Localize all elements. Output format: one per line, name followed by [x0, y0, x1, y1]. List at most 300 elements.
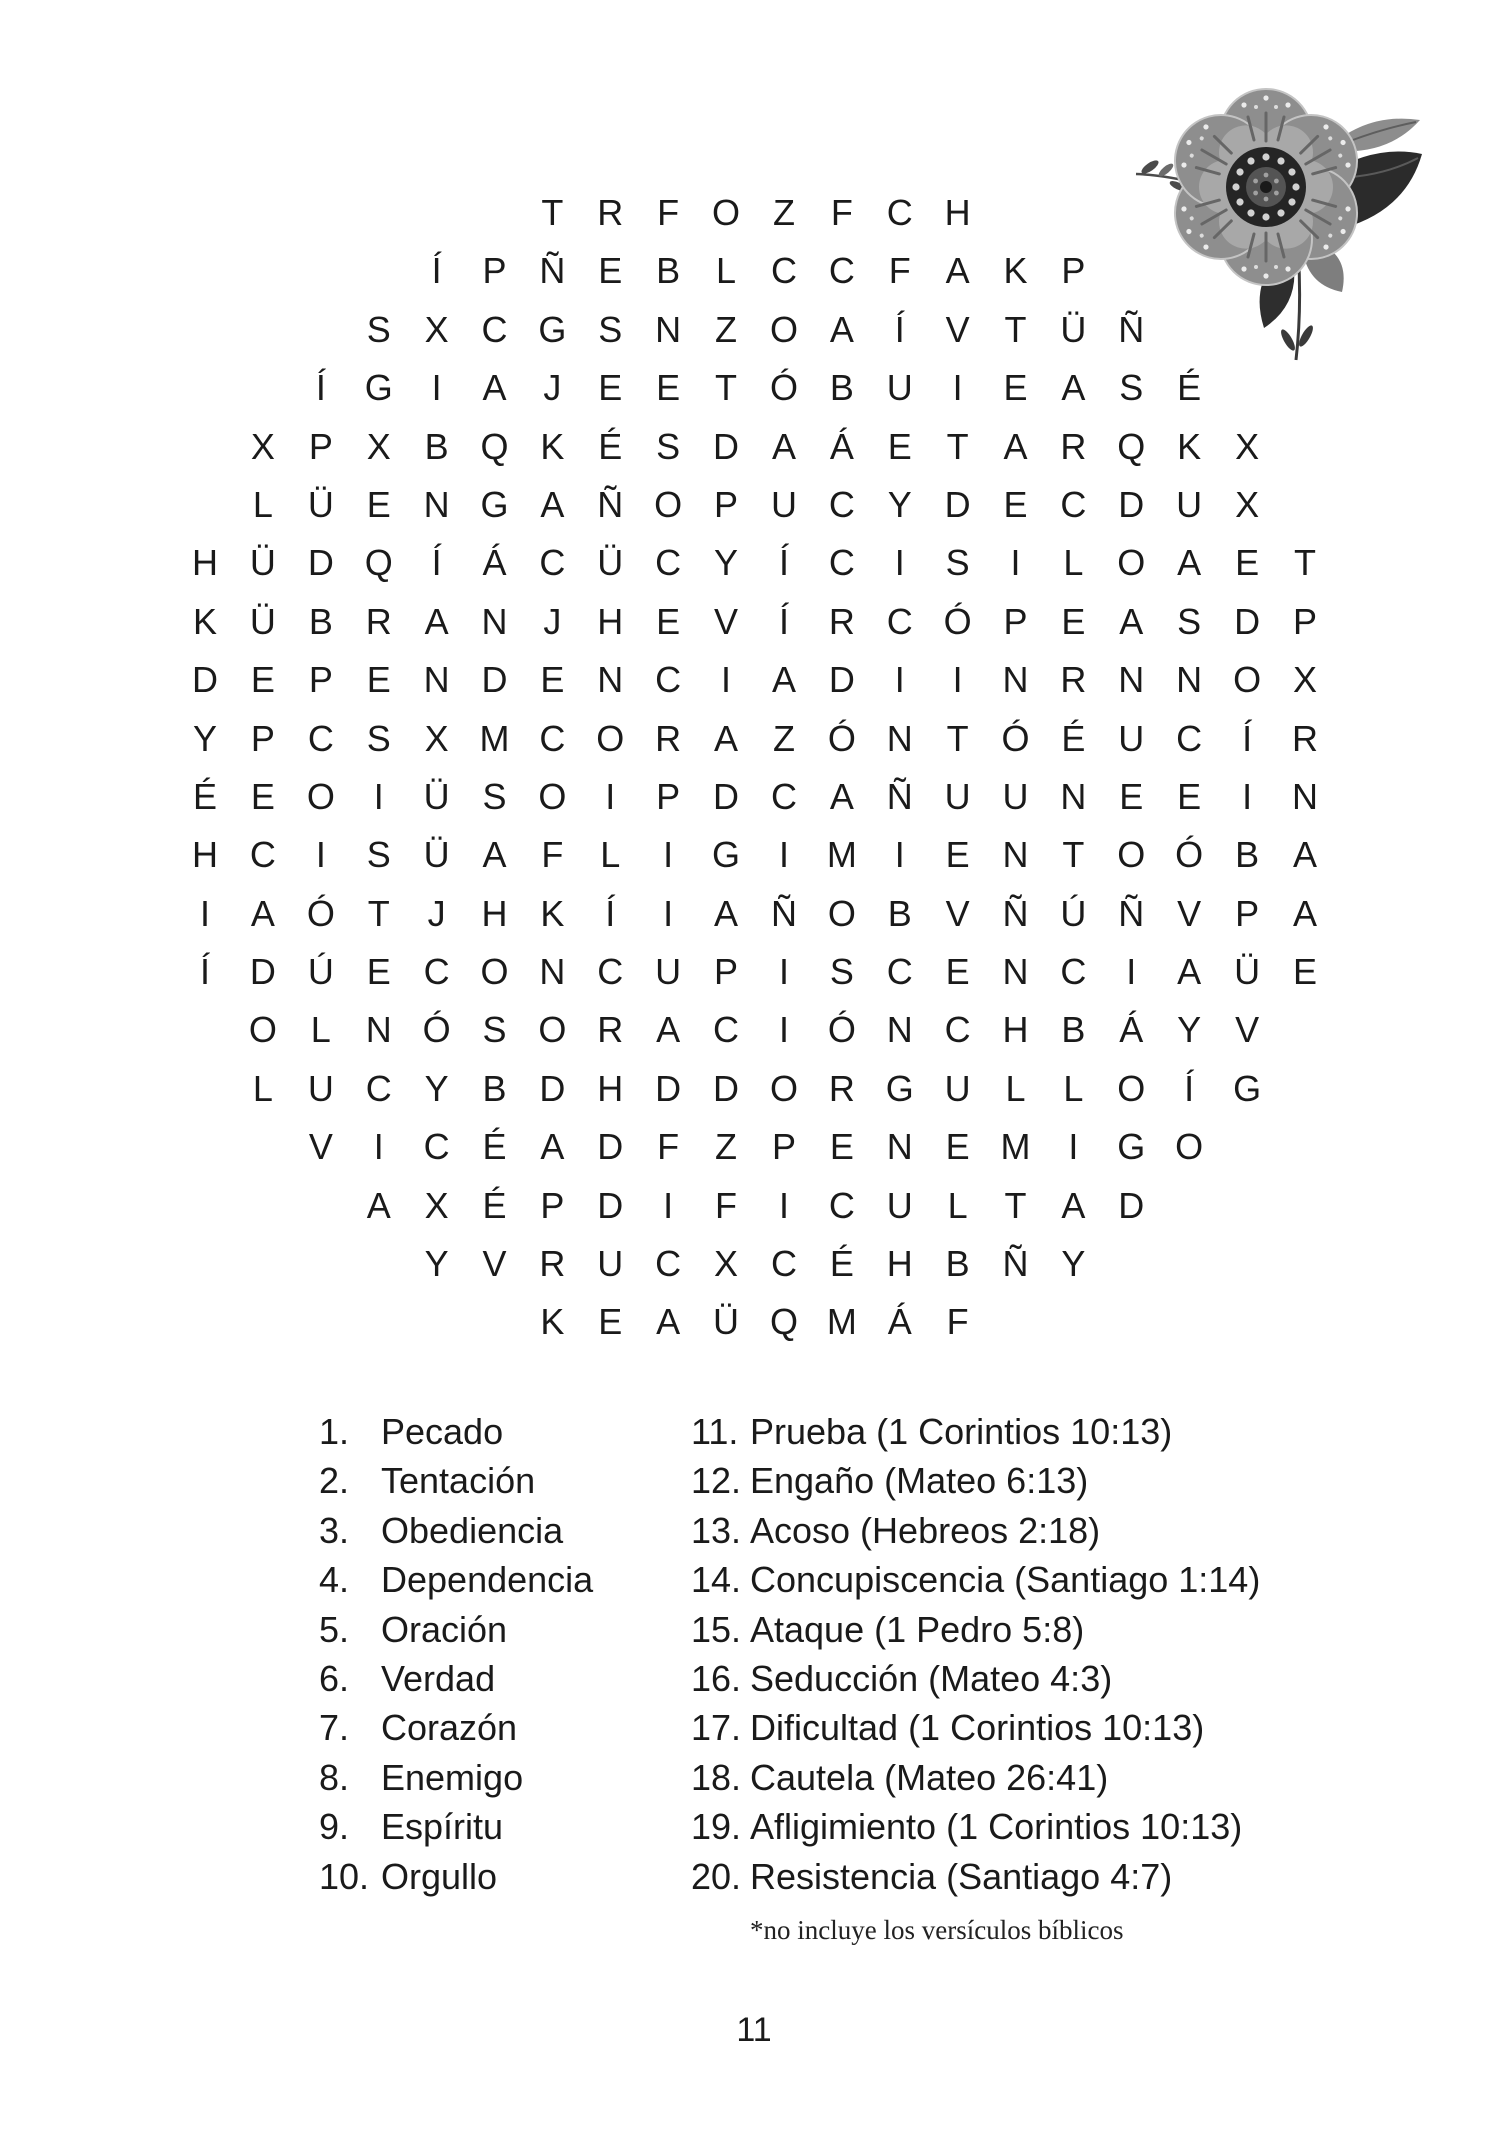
word-number: 15. [691, 1608, 742, 1650]
grid-letter: O [1233, 659, 1262, 701]
word-list-item [319, 1802, 593, 1851]
grid-letter: Ó [943, 600, 972, 642]
word-list-item [319, 1753, 593, 1802]
grid-letter: Ñ [1002, 892, 1029, 934]
word-number: 3. [319, 1509, 350, 1551]
grid-letter: A [1061, 1184, 1086, 1226]
grid-letter: X [1292, 659, 1317, 701]
grid-letter: C [423, 951, 450, 993]
grid-letter: E [887, 425, 912, 467]
grid-letter: Ó [422, 1009, 451, 1051]
grid-letter: Ó [1175, 834, 1204, 876]
grid-letter: U [655, 951, 682, 993]
grid-letter: E [1292, 951, 1317, 993]
grid-letter: S [1119, 367, 1144, 409]
grid-letter: H [481, 892, 508, 934]
grid-letter: C [828, 483, 855, 525]
word-number: 12. [691, 1460, 742, 1502]
grid-letter: S [1177, 600, 1202, 642]
grid-letter: D [307, 542, 334, 584]
grid-letter: O [538, 775, 567, 817]
grid-row [176, 184, 1334, 242]
grid-letter: Á [887, 1301, 912, 1343]
word-number: 6. [319, 1657, 350, 1699]
grid-letter: É [482, 1126, 507, 1168]
grid-letter: U [770, 483, 797, 525]
grid-row [176, 768, 1334, 826]
grid-letter: J [543, 600, 562, 642]
grid-letter: E [598, 1301, 623, 1343]
grid-letter: D [1234, 600, 1261, 642]
grid-letter: Ñ [1118, 308, 1145, 350]
grid-letter: B [656, 250, 681, 292]
grid-letter: M [1000, 1126, 1031, 1168]
grid-letter: A [829, 775, 854, 817]
grid-letter: D [192, 659, 219, 701]
grid-row [176, 1293, 1334, 1351]
grid-letter: E [366, 951, 391, 993]
grid-letter: P [771, 1126, 796, 1168]
grid-letter: I [605, 775, 616, 817]
grid-letter: T [541, 192, 564, 233]
grid-letter: D [1118, 1184, 1145, 1226]
grid-letter: S [366, 717, 391, 759]
grid-letter: B [1235, 834, 1260, 876]
grid-letter: Ü [713, 1301, 740, 1343]
grid-row [176, 1001, 1334, 1059]
word-number: 13. [691, 1509, 742, 1551]
grid-letter: K [1177, 425, 1202, 467]
grid-letter: T [1062, 834, 1085, 876]
word-label: Afligimiento (1 Corintios 10:13) [750, 1806, 1243, 1848]
word-label: Concupiscencia (Santiago 1:14) [750, 1559, 1261, 1601]
grid-letter: Y [1177, 1009, 1202, 1051]
grid-letter: U [944, 1067, 971, 1109]
grid-letter: U [944, 775, 971, 817]
grid-letter: P [1292, 600, 1317, 642]
grid-letter: U [1176, 483, 1203, 525]
grid-letter: P [308, 659, 333, 701]
grid-letter: H [1002, 1009, 1029, 1051]
grid-letter: Y [714, 542, 739, 584]
grid-letter: X [424, 1184, 449, 1226]
grid-letter: Ó [306, 892, 335, 934]
grid-letter: V [945, 308, 970, 350]
grid-letter: L [600, 834, 621, 876]
grid-letter: S [482, 1009, 507, 1051]
grid-letter: Ñ [597, 483, 624, 525]
grid-letter: T [715, 367, 738, 409]
grid-letter: K [540, 892, 565, 934]
grid-letter: L [1063, 1067, 1084, 1109]
word-list-item [691, 1407, 1260, 1456]
grid-letter: Í [431, 542, 442, 584]
grid-letter: O [596, 717, 625, 759]
grid-letter: L [252, 483, 273, 525]
grid-letter: D [539, 1067, 566, 1109]
grid-letter: A [714, 717, 739, 759]
grid-letter: I [894, 542, 905, 584]
grid-letter: D [713, 1067, 740, 1109]
grid-letter: C [1060, 483, 1087, 525]
grid-letter: Í [200, 951, 211, 993]
grid-letter: C [1060, 951, 1087, 993]
grid-letter: Ó [827, 1009, 856, 1051]
grid-letter: F [830, 192, 853, 233]
grid-letter: O [480, 951, 509, 993]
grid-letter: T [367, 892, 390, 934]
word-list-item [691, 1605, 1260, 1654]
grid-letter: E [366, 483, 391, 525]
grid-letter: A [540, 1126, 565, 1168]
grid-letter: X [250, 425, 275, 467]
word-label: Dificultad (1 Corintios 10:13) [750, 1707, 1205, 1749]
word-list-item [319, 1654, 593, 1703]
grid-letter: E [829, 1126, 854, 1168]
grid-letter: Q [364, 542, 393, 584]
grid-letter: V [1235, 1009, 1260, 1051]
grid-letter: P [308, 425, 333, 467]
word-list-item [319, 1703, 593, 1752]
grid-letter: Ü [597, 542, 624, 584]
word-number: 10. [319, 1855, 370, 1897]
word-list-item [319, 1506, 593, 1555]
grid-letter: L [310, 1009, 331, 1051]
page-number: 11 [736, 2011, 772, 2049]
grid-letter: A [482, 834, 507, 876]
word-number: 5. [319, 1608, 350, 1650]
grid-letter: O [538, 1009, 567, 1051]
word-number: 16. [691, 1657, 742, 1699]
grid-letter: K [193, 600, 218, 642]
grid-letter: I [894, 834, 905, 876]
grid-row [176, 1060, 1334, 1118]
grid-letter: C [770, 775, 797, 817]
word-list-item [691, 1555, 1260, 1604]
grid-row [176, 1177, 1334, 1235]
grid-letter: Ó [1001, 717, 1030, 759]
grid-letter: N [597, 659, 624, 701]
grid-letter: I [952, 367, 963, 409]
word-label: Prueba (1 Corintios 10:13) [750, 1411, 1173, 1452]
grid-letter: I [778, 1009, 789, 1051]
grid-letter: A [829, 308, 854, 350]
grid-letter: Q [480, 425, 509, 467]
grid-letter: É [598, 425, 623, 467]
grid-letter: X [366, 425, 391, 467]
grid-letter: N [539, 951, 566, 993]
grid-letter: O [1117, 542, 1146, 584]
grid-letter: U [886, 367, 913, 409]
grid-letter: S [945, 542, 970, 584]
grid-letter: N [365, 1009, 392, 1051]
grid-letter: I [200, 892, 211, 934]
grid-letter: C [481, 308, 508, 350]
grid-letter: C [423, 1126, 450, 1168]
grid-letter: I [952, 659, 963, 701]
word-label: Verdad [381, 1657, 496, 1699]
grid-letter: K [540, 425, 565, 467]
grid-letter: R [828, 600, 855, 642]
grid-letter: U [886, 1184, 913, 1226]
grid-letter: O [769, 308, 798, 350]
grid-letter: Ü [1060, 308, 1087, 350]
grid-row [176, 301, 1334, 359]
grid-letter: Í [1184, 1067, 1195, 1109]
grid-letter: K [1003, 250, 1028, 292]
grid-letter: S [656, 425, 681, 467]
grid-letter: A [1177, 951, 1202, 993]
grid-letter: E [540, 659, 565, 701]
grid-letter: F [888, 250, 911, 292]
grid-letter: H [886, 1243, 913, 1285]
word-label: Orgullo [381, 1855, 498, 1897]
grid-letter: N [886, 717, 913, 759]
grid-letter: N [1118, 659, 1145, 701]
grid-letter: O [306, 775, 335, 817]
grid-letter: Í [778, 600, 789, 642]
grid-letter: Ü [249, 600, 276, 642]
word-label: Engaño (Mateo 6:13) [750, 1460, 1089, 1502]
grid-letter: B [829, 367, 854, 409]
grid-letter: R [539, 1243, 566, 1285]
grid-letter: É [482, 1184, 507, 1226]
grid-letter: P [656, 775, 681, 817]
grid-letter: G [885, 1067, 914, 1109]
grid-letter: C [539, 542, 566, 584]
grid-letter: I [721, 659, 732, 701]
word-number: 7. [319, 1707, 350, 1749]
grid-letter: L [1063, 542, 1084, 584]
grid-letter: A [656, 1301, 681, 1343]
grid-letter: H [597, 1067, 624, 1109]
grid-letter: Ó [827, 717, 856, 759]
grid-letter: P [1061, 250, 1086, 292]
grid-letter: C [944, 1009, 971, 1051]
grid-letter: O [248, 1009, 277, 1051]
word-number: 2. [319, 1460, 350, 1502]
grid-letter: C [1176, 717, 1203, 759]
grid-letter: V [714, 600, 739, 642]
word-list-item [691, 1456, 1260, 1505]
word-label: Ataque (1 Pedro 5:8) [750, 1608, 1085, 1650]
grid-letter: V [945, 892, 970, 934]
grid-letter: A [1061, 367, 1086, 409]
grid-letter: O [1117, 1067, 1146, 1109]
word-label: Pecado [381, 1411, 504, 1452]
grid-letter: Ó [769, 367, 798, 409]
word-number: 4. [319, 1559, 350, 1601]
grid-letter: Y [1061, 1243, 1086, 1285]
grid-letter: Ñ [770, 892, 797, 934]
grid-letter: Ü [307, 483, 334, 525]
grid-letter: D [597, 1184, 624, 1226]
grid-letter: C [365, 1067, 392, 1109]
grid-letter: M [826, 1301, 857, 1343]
word-number: 1. [319, 1411, 350, 1452]
grid-letter: N [886, 1009, 913, 1051]
grid-letter: F [541, 834, 564, 876]
grid-letter: O [827, 892, 856, 934]
grid-row [176, 359, 1334, 417]
grid-letter: N [886, 1126, 913, 1168]
word-list-item [691, 1703, 1260, 1752]
grid-letter: R [365, 600, 392, 642]
grid-letter: B [308, 600, 333, 642]
grid-letter: D [1118, 483, 1145, 525]
grid-letter: F [657, 192, 680, 233]
grid-letter: A [771, 659, 796, 701]
grid-letter: V [308, 1126, 333, 1168]
word-list-item [319, 1407, 593, 1456]
grid-letter: D [713, 425, 740, 467]
grid-letter: R [597, 1009, 624, 1051]
word-label: Resistencia (Santiago 4:7) [750, 1855, 1173, 1897]
grid-letter: S [598, 308, 623, 350]
grid-letter: N [1060, 775, 1087, 817]
grid-letter: A [1119, 600, 1144, 642]
grid-letter: O [1175, 1126, 1204, 1168]
grid-letter: C [770, 1243, 797, 1285]
grid-letter: A [540, 483, 565, 525]
grid-letter: Ü [423, 775, 450, 817]
word-label: Seducción (Mateo 4:3) [750, 1657, 1113, 1699]
word-number: 9. [319, 1806, 350, 1848]
grid-letter: É [193, 775, 218, 817]
grid-row [176, 710, 1334, 768]
word-list-item [691, 1753, 1260, 1802]
grid-letter: Y [887, 483, 912, 525]
grid-letter: X [424, 717, 449, 759]
grid-letter: I [894, 659, 905, 701]
grid-letter: Í [431, 250, 442, 292]
grid-letter: N [1002, 834, 1029, 876]
grid-letter: F [946, 1301, 969, 1343]
grid-letter: T [946, 717, 969, 759]
grid-letter: L [1005, 1067, 1026, 1109]
grid-letter: I [373, 1126, 384, 1168]
word-label: Obediencia [381, 1509, 564, 1551]
grid-letter: T [1004, 1184, 1027, 1226]
grid-letter: E [945, 834, 970, 876]
grid-letter: Á [1119, 1009, 1144, 1051]
word-list-item [319, 1555, 593, 1604]
word-list-left [319, 1407, 593, 1901]
word-label: Oración [381, 1608, 508, 1650]
grid-letter: X [424, 308, 449, 350]
grid-letter: Y [193, 717, 218, 759]
grid-letter: I [431, 367, 442, 409]
grid-letter: G [1117, 1126, 1146, 1168]
grid-letter: P [540, 1184, 565, 1226]
word-number: 14. [691, 1559, 742, 1601]
grid-letter: C [886, 192, 913, 233]
grid-letter: Ú [1060, 892, 1087, 934]
grid-letter: A [1292, 892, 1317, 934]
grid-letter: A [945, 250, 970, 292]
grid-letter: C [886, 600, 913, 642]
grid-row [176, 534, 1334, 592]
grid-letter: E [1177, 775, 1202, 817]
grid-letter: A [482, 367, 507, 409]
grid-letter: Í [894, 308, 905, 350]
word-label: Acoso (Hebreos 2:18) [750, 1509, 1101, 1551]
grid-letter: I [778, 1184, 789, 1226]
footnote: *no incluye los versículos bíblicos [750, 1915, 1124, 1945]
grid-letter: O [769, 1067, 798, 1109]
grid-letter: R [828, 1067, 855, 1109]
grid-row [176, 476, 1334, 534]
word-search-grid [176, 184, 1334, 1352]
grid-letter: C [249, 834, 276, 876]
grid-letter: Ú [307, 951, 334, 993]
grid-letter: H [192, 834, 219, 876]
grid-row [176, 943, 1334, 1001]
grid-letter: E [656, 600, 681, 642]
grid-letter: C [307, 717, 334, 759]
grid-letter: D [655, 1067, 682, 1109]
grid-letter: C [770, 250, 797, 292]
grid-letter: E [1061, 600, 1086, 642]
grid-letter: Í [778, 542, 789, 584]
word-label: Corazón [381, 1707, 518, 1749]
grid-letter: B [1061, 1009, 1086, 1051]
grid-row [176, 242, 1334, 300]
grid-letter: Z [772, 192, 795, 233]
grid-letter: A [250, 892, 275, 934]
grid-letter: M [826, 834, 857, 876]
grid-letter: D [944, 483, 971, 525]
grid-letter: Ñ [1118, 892, 1145, 934]
grid-letter: M [479, 717, 510, 759]
grid-letter: L [947, 1184, 968, 1226]
grid-letter: E [366, 659, 391, 701]
grid-letter: F [715, 1184, 738, 1226]
grid-letter: P [714, 951, 739, 993]
grid-letter: É [1177, 367, 1202, 409]
grid-letter: U [1002, 775, 1029, 817]
grid-letter: O [654, 483, 683, 525]
grid-letter: A [656, 1009, 681, 1051]
grid-letter: Ü [249, 542, 276, 584]
grid-letter: E [598, 367, 623, 409]
grid-letter: Y [424, 1067, 449, 1109]
word-number: 8. [319, 1756, 350, 1798]
word-list-item [319, 1605, 593, 1654]
grid-letter: C [655, 1243, 682, 1285]
grid-letter: I [373, 775, 384, 817]
grid-letter: Í [1242, 717, 1253, 759]
grid-letter: E [1235, 542, 1260, 584]
grid-letter: Ñ [886, 775, 913, 817]
grid-letter: G [480, 483, 509, 525]
word-list-item [691, 1506, 1260, 1555]
grid-letter: G [712, 834, 741, 876]
grid-letter: T [1293, 542, 1316, 584]
grid-letter: A [1003, 425, 1028, 467]
grid-letter: S [829, 951, 854, 993]
grid-letter: Í [605, 892, 616, 934]
grid-letter: I [1242, 775, 1253, 817]
grid-letter: A [424, 600, 449, 642]
grid-letter: T [946, 425, 969, 467]
grid-letter: Á [829, 425, 854, 467]
grid-letter: D [481, 659, 508, 701]
grid-letter: N [423, 659, 450, 701]
grid-letter: F [657, 1126, 680, 1168]
grid-letter: I [1010, 542, 1021, 584]
grid-letter: H [944, 192, 971, 233]
